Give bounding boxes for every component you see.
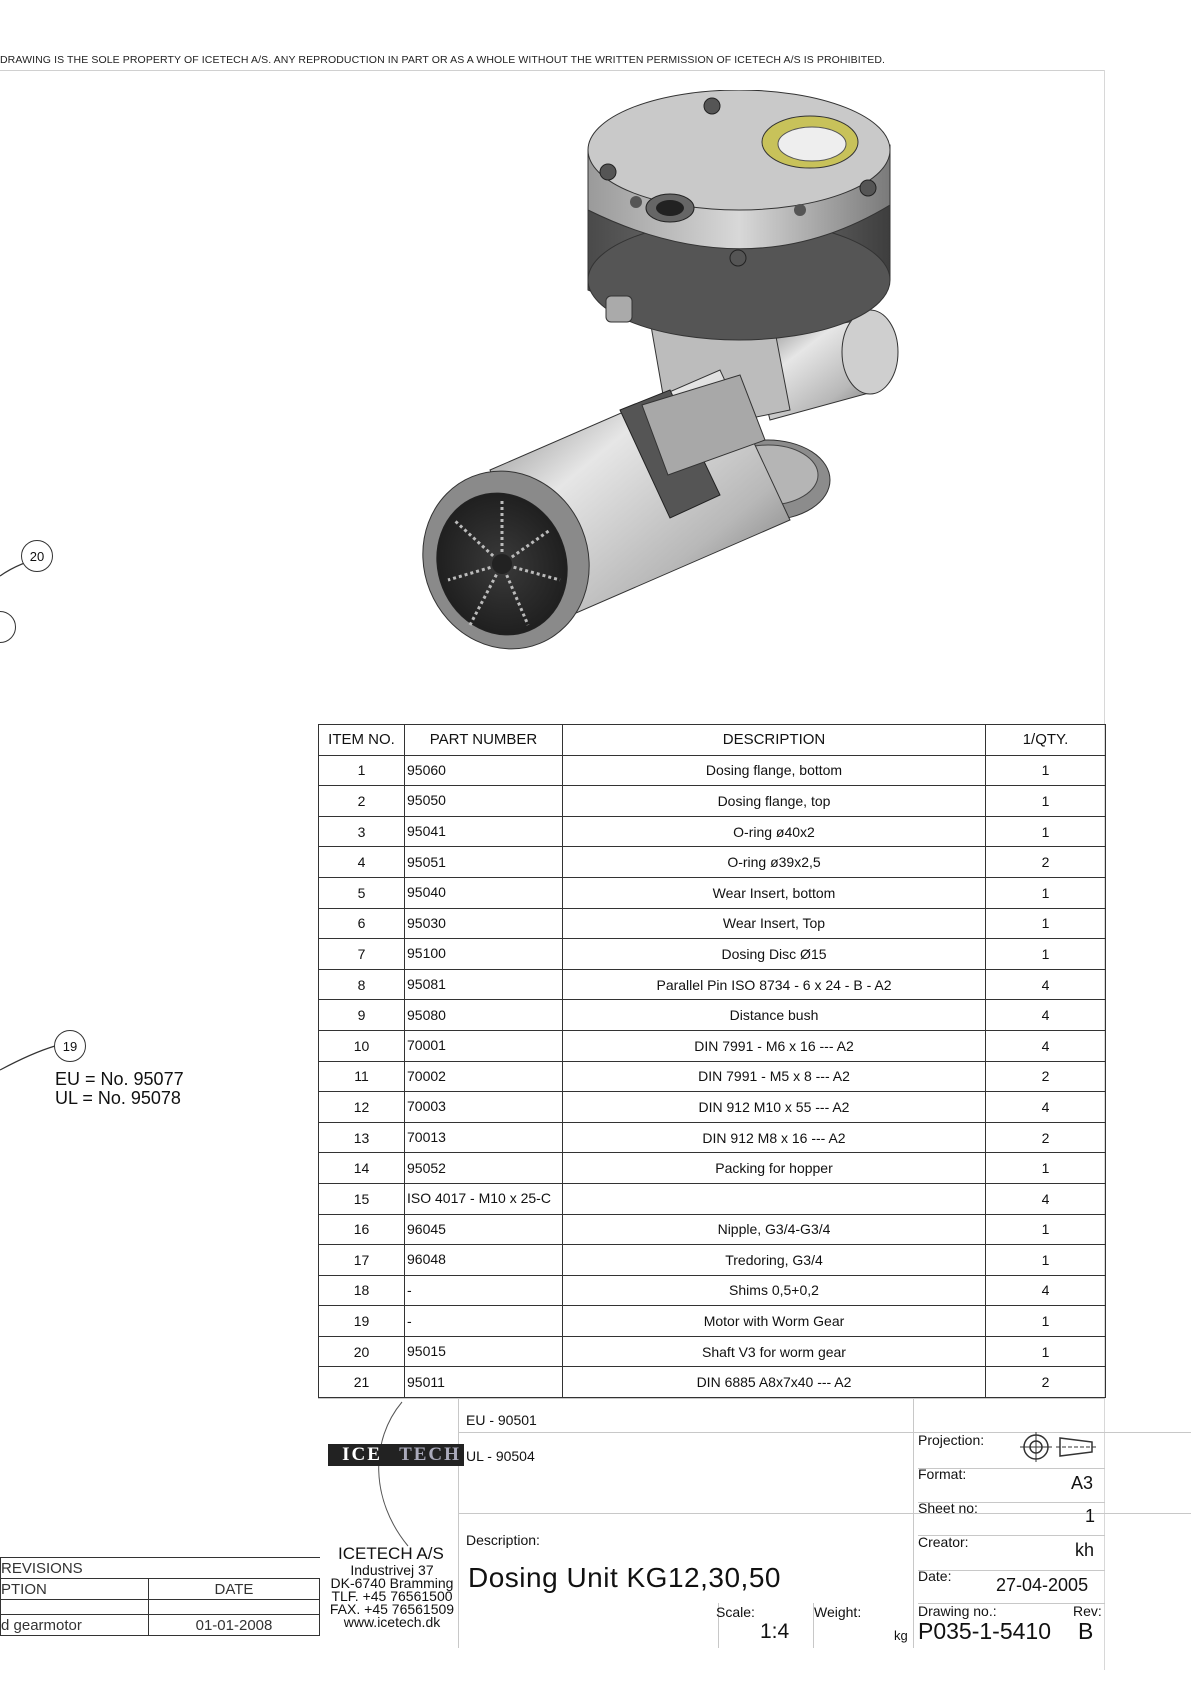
bom-qty: 2	[986, 847, 1106, 878]
bom-part: ISO 4017 - M10 x 25-C	[405, 1183, 563, 1214]
company-address	[322, 1564, 462, 1629]
bom-item: 17	[319, 1245, 405, 1276]
date-label: Date:	[918, 1568, 952, 1584]
bom-desc: Dosing flange, bottom	[563, 755, 986, 786]
bom-desc: DIN 7991 - M6 x 16 --- A2	[563, 1030, 986, 1061]
bom-part: -	[405, 1306, 563, 1337]
bom-item: 5	[319, 877, 405, 908]
bom-desc: O-ring ø39x2,5	[563, 847, 986, 878]
logo-ice: ICE	[328, 1444, 396, 1466]
bom-qty: 4	[986, 1183, 1106, 1214]
bom-desc: Shims 0,5+0,2	[563, 1275, 986, 1306]
balloon-20: 20	[21, 540, 53, 572]
date-value: 27-04-2005	[996, 1575, 1089, 1595]
bom-item: 1	[319, 755, 405, 786]
projection-label: Projection:	[918, 1432, 985, 1448]
table-row	[319, 1306, 1106, 1337]
table-row	[319, 908, 1106, 939]
bom-part: 96045	[405, 1214, 563, 1245]
ul-number: UL - 90504	[466, 1448, 535, 1464]
bom-qty: 2	[986, 1367, 1106, 1398]
bom-qty: 2	[986, 1122, 1106, 1153]
motor-ul-number: UL = No. 95078	[55, 1088, 181, 1108]
bom-part: 95081	[405, 969, 563, 1000]
logo-tech: TECH	[396, 1444, 464, 1466]
table-row	[319, 1336, 1106, 1367]
bom-part: 96048	[405, 1245, 563, 1276]
table-row	[319, 1275, 1106, 1306]
bom-qty: 1	[986, 1214, 1106, 1245]
bom-desc: Parallel Pin ISO 8734 - 6 x 24 - B - A2	[563, 969, 986, 1000]
bom-qty: 4	[986, 1092, 1106, 1123]
bom-item: 15	[319, 1183, 405, 1214]
drawing-number-label: Drawing no.:	[918, 1603, 997, 1619]
bom-header-part: PART NUMBER	[405, 725, 563, 756]
motor-eu-number: EU = No. 95077	[55, 1069, 184, 1089]
table-row	[319, 969, 1106, 1000]
revisions-header-row	[1, 1579, 320, 1600]
bom-header-qty: 1/QTY.	[986, 725, 1106, 756]
bom-desc: Motor with Worm Gear	[563, 1306, 986, 1337]
table-row	[319, 1092, 1106, 1123]
bom-desc: Dosing Disc Ø15	[563, 939, 986, 970]
bom-item: 12	[319, 1092, 405, 1123]
bom-part: 95041	[405, 816, 563, 847]
bom-desc: Wear Insert, bottom	[563, 877, 986, 908]
bom-item: 20	[319, 1336, 405, 1367]
bom-part: 95030	[405, 908, 563, 939]
table-row	[319, 1061, 1106, 1092]
logo-arc-decoration	[360, 1400, 420, 1550]
bom-qty: 1	[986, 1245, 1106, 1276]
bom-part: 70002	[405, 1061, 563, 1092]
bom-part: 70003	[405, 1092, 563, 1123]
property-notice: DRAWING IS THE SOLE PROPERTY OF ICETECH A/S. ANY REPRODUCTION IN PART OR AS A WHOLE WITHOUT THE WRITTEN PERMISSION OF ICETECH A/S IS PROHIBITED.	[0, 54, 886, 66]
bom-part: 95100	[405, 939, 563, 970]
bom-part: 95015	[405, 1336, 563, 1367]
bom-part: 95051	[405, 847, 563, 878]
table-row	[319, 1153, 1106, 1184]
bom-qty: 2	[986, 1061, 1106, 1092]
bom-item: 10	[319, 1030, 405, 1061]
revisions-header-date: DATE	[149, 1579, 320, 1600]
bom-desc	[563, 1183, 986, 1214]
phone: TLF. +45 76561500	[331, 1588, 453, 1604]
bom-part: 95050	[405, 786, 563, 817]
table-row	[319, 847, 1106, 878]
table-row	[319, 1245, 1106, 1276]
table-row	[319, 1214, 1106, 1245]
balloon-19: 19	[54, 1030, 86, 1062]
bom-qty: 1	[986, 816, 1106, 847]
bom-qty: 1	[986, 939, 1106, 970]
dosing-unit-illustration	[420, 90, 980, 710]
bom-qty: 4	[986, 1030, 1106, 1061]
table-row	[319, 1000, 1106, 1031]
creator-value: kh	[1075, 1540, 1095, 1560]
table-row	[319, 877, 1106, 908]
fax: FAX. +45 76561509	[329, 1601, 455, 1617]
bom-desc: DIN 7991 - M5 x 8 --- A2	[563, 1061, 986, 1092]
bom-qty: 4	[986, 1000, 1106, 1031]
bom-qty: 1	[986, 755, 1106, 786]
scale-label: Scale:	[716, 1604, 755, 1620]
bom-part: 70013	[405, 1122, 563, 1153]
weight-unit: kg	[894, 1628, 908, 1643]
bom-part: 95011	[405, 1367, 563, 1398]
bom-qty: 1	[986, 1153, 1106, 1184]
bom-header-desc: DESCRIPTION	[563, 725, 986, 756]
bom-item: 21	[319, 1367, 405, 1398]
revision-date: 01-01-2008	[149, 1615, 320, 1636]
bom-part: 95060	[405, 755, 563, 786]
bom-item: 19	[319, 1306, 405, 1337]
revision-label: Rev:	[1073, 1603, 1102, 1619]
bom-qty: 1	[986, 908, 1106, 939]
bom-desc: Distance bush	[563, 1000, 986, 1031]
bom-item: 8	[319, 969, 405, 1000]
format-value: A3	[1071, 1473, 1094, 1493]
bom-desc: Packing for hopper	[563, 1153, 986, 1184]
table-row	[319, 1183, 1106, 1214]
revisions-title: REVISIONS	[1, 1558, 320, 1579]
bom-desc: Shaft V3 for worm gear	[563, 1336, 986, 1367]
table-row	[319, 755, 1106, 786]
bom-header-row	[319, 725, 1106, 756]
bom-desc: DIN 6885 A8x7x40 --- A2	[563, 1367, 986, 1398]
drawing-description: Dosing Unit KG12,30,50	[468, 1562, 781, 1593]
bom-item: 7	[319, 939, 405, 970]
icetech-logo	[328, 1444, 464, 1466]
table-row	[1, 1615, 320, 1636]
bom-desc: DIN 912 M8 x 16 --- A2	[563, 1122, 986, 1153]
bom-header-item: ITEM NO.	[319, 725, 405, 756]
bom-item: 4	[319, 847, 405, 878]
address-city: DK-6740 Bramming	[330, 1575, 454, 1591]
table-row	[319, 1030, 1106, 1061]
revisions-spacer	[1, 1600, 149, 1615]
bom-qty: 1	[986, 1336, 1106, 1367]
bom-qty: 1	[986, 786, 1106, 817]
format-label: Format:	[918, 1466, 967, 1482]
website: www.icetech.dk	[343, 1614, 441, 1630]
table-row	[319, 786, 1106, 817]
table-row	[1, 1600, 320, 1615]
sheet-label: Sheet no:	[918, 1500, 978, 1516]
bom-desc: Dosing flange, top	[563, 786, 986, 817]
revisions-title-row	[1, 1558, 320, 1579]
bom-desc: O-ring ø40x2	[563, 816, 986, 847]
description-label: Description:	[466, 1532, 540, 1548]
drawing-number: P035-1-5410	[918, 1618, 1051, 1644]
bom-item: 13	[319, 1122, 405, 1153]
bom-part: 95080	[405, 1000, 563, 1031]
bom-item: 18	[319, 1275, 405, 1306]
bom-desc: Tredoring, G3/4	[563, 1245, 986, 1276]
bom-part: 95052	[405, 1153, 563, 1184]
projection-symbol-icon	[1020, 1432, 1100, 1462]
bom-qty: 1	[986, 877, 1106, 908]
bom-qty: 4	[986, 969, 1106, 1000]
table-row	[319, 1122, 1106, 1153]
revisions-spacer-date	[149, 1600, 320, 1615]
bom-part: -	[405, 1275, 563, 1306]
revision-value: B	[1078, 1618, 1094, 1644]
bom-item: 11	[319, 1061, 405, 1092]
scale-value: 1:4	[760, 1620, 790, 1643]
bom-item: 14	[319, 1153, 405, 1184]
bom-item: 3	[319, 816, 405, 847]
motor-numbers	[55, 1070, 184, 1108]
bom-item: 16	[319, 1214, 405, 1245]
bom-item: 9	[319, 1000, 405, 1031]
bom-part: 70001	[405, 1030, 563, 1061]
address-street: Industrivej 37	[350, 1562, 434, 1578]
weight-label: Weight:	[814, 1604, 862, 1620]
creator-label: Creator:	[918, 1534, 969, 1550]
bill-of-materials	[318, 724, 1106, 1398]
sheet-value: 1	[1085, 1506, 1096, 1526]
bom-desc: DIN 912 M10 x 55 --- A2	[563, 1092, 986, 1123]
eu-number: EU - 90501	[466, 1412, 537, 1428]
bom-qty: 4	[986, 1275, 1106, 1306]
company-name: ICETECH A/S	[338, 1544, 444, 1563]
revisions-header-desc: PTION	[1, 1579, 149, 1600]
bom-desc: Nipple, G3/4-G3/4	[563, 1214, 986, 1245]
revisions-table	[0, 1557, 320, 1636]
table-row	[319, 816, 1106, 847]
table-row	[319, 1367, 1106, 1398]
table-row	[319, 939, 1106, 970]
bom-qty: 1	[986, 1306, 1106, 1337]
revision-desc: d gearmotor	[1, 1615, 149, 1636]
bom-item: 6	[319, 908, 405, 939]
bom-item: 2	[319, 786, 405, 817]
bom-part: 95040	[405, 877, 563, 908]
bom-desc: Wear Insert, Top	[563, 908, 986, 939]
